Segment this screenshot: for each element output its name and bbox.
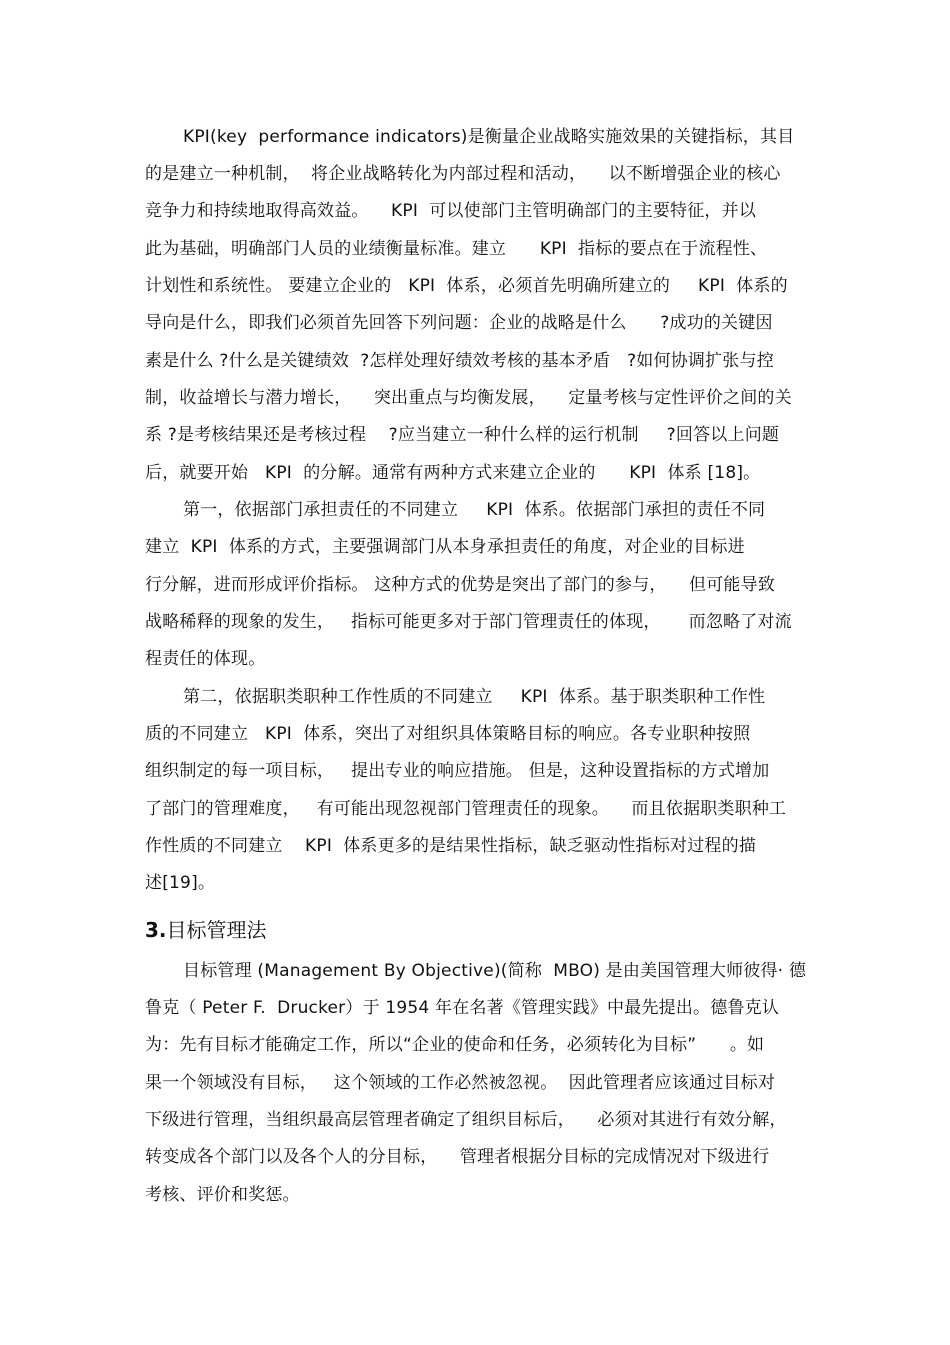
text-line: 行分解，进而形成评价指标。 这种方式的优势是突出了部门的参与， 但可能导致 — [145, 575, 776, 595]
text-line: 目标管理 (Management By Objective)(简称 MBO) 是由美国管理大师彼得· 德 — [183, 961, 807, 981]
text-line: 第二，依据职类职种工作性质的不同建立 KPI 体系。基于职类职种工作性 — [183, 687, 766, 707]
text-line: 制，收益增长与潜力增长， 突出重点与均衡发展， 定量考核与定性评价之间的关 — [145, 388, 792, 408]
text-line: 竞争力和持续地取得高效益。 KPI 可以使部门主管明确部门的主要特征，并以 — [145, 201, 757, 221]
text-line: 后，就要开始 KPI 的分解。通常有两种方式来建立企业的 KPI 体系 [18]。 — [145, 463, 761, 483]
text-line: 果一个领域没有目标， 这个领域的工作必然被忽视。 因此管理者应该通过目标对 — [145, 1073, 776, 1093]
text-line: 下级进行管理，当组织最高层管理者确定了组织目标后， 必须对其进行有效分解， — [145, 1110, 787, 1130]
text-line: 程责任的体现。 — [145, 649, 266, 669]
text-line: 为：先有目标才能确定工作，所以“企业的使命和任务，必须转化为目标” 。如 — [145, 1035, 765, 1055]
text-line: 导向是什么，即我们必须首先回答下列问题：企业的战略是什么 ?成功的关键因 — [145, 313, 773, 333]
section-title: 目标管理法 — [166, 918, 267, 942]
text-line: 第一，依据部门承担责任的不同建立 KPI 体系。依据部门承担的责任不同 — [183, 500, 766, 520]
text-line: 此为基础，明确部门人员的业绩衡量标准。建立 KPI 指标的要点在于流程性、 — [145, 239, 768, 259]
section-heading — [145, 917, 267, 943]
text-line: 述[19]。 — [145, 873, 216, 893]
text-line: 了部门的管理难度， 有可能出现忽视部门管理责任的现象。 而且依据职类职种工 — [145, 799, 787, 819]
text-line: 素是什么 ?什么是关键绩效 ?怎样处理好绩效考核的基本矛盾 ?如何协调扩张与控 — [145, 351, 774, 371]
text-line: 转变成各个部门以及各个人的分目标， 管理者根据分目标的完成情况对下级进行 — [145, 1147, 770, 1167]
text-line: 建立 KPI 体系的方式，主要强调部门从本身承担责任的角度，对企业的目标进 — [145, 537, 745, 557]
text-line: 鲁克（ Peter F. Drucker）于 1954 年在名著《管理实践》中最先提出。德鲁克认 — [145, 998, 780, 1018]
text-line: 的是建立一种机制， 将企业战略转化为内部过程和活动， 以不断增强企业的核心 — [145, 164, 781, 184]
section-number: 3. — [145, 918, 167, 942]
text-line: 作性质的不同建立 KPI 体系更多的是结果性指标，缺乏驱动性指标对过程的描 — [145, 836, 757, 856]
text-line: 考核、评价和奖惩。 — [145, 1185, 300, 1205]
text-line: 质的不同建立 KPI 体系，突出了对组织具体策略目标的响应。各专业职种按照 — [145, 724, 751, 744]
text-line: KPI(key performance indicators)是衡量企业战略实施效果的关键指标，其目 — [183, 127, 795, 147]
text-line: 系 ?是考核结果还是考核过程 ?应当建立一种什么样的运行机制 ?回答以上问题 — [145, 425, 780, 445]
text-line: 战略稀释的现象的发生， 指标可能更多对于部门管理责任的体现， 而忽略了对流 — [145, 612, 792, 632]
text-line: 计划性和系统性。 要建立企业的 KPI 体系，必须首先明确所建立的 KPI 体系的 — [145, 276, 788, 296]
text-line: 组织制定的每一项目标， 提出专业的响应措施。 但是，这种设置指标的方式增加 — [145, 761, 770, 781]
